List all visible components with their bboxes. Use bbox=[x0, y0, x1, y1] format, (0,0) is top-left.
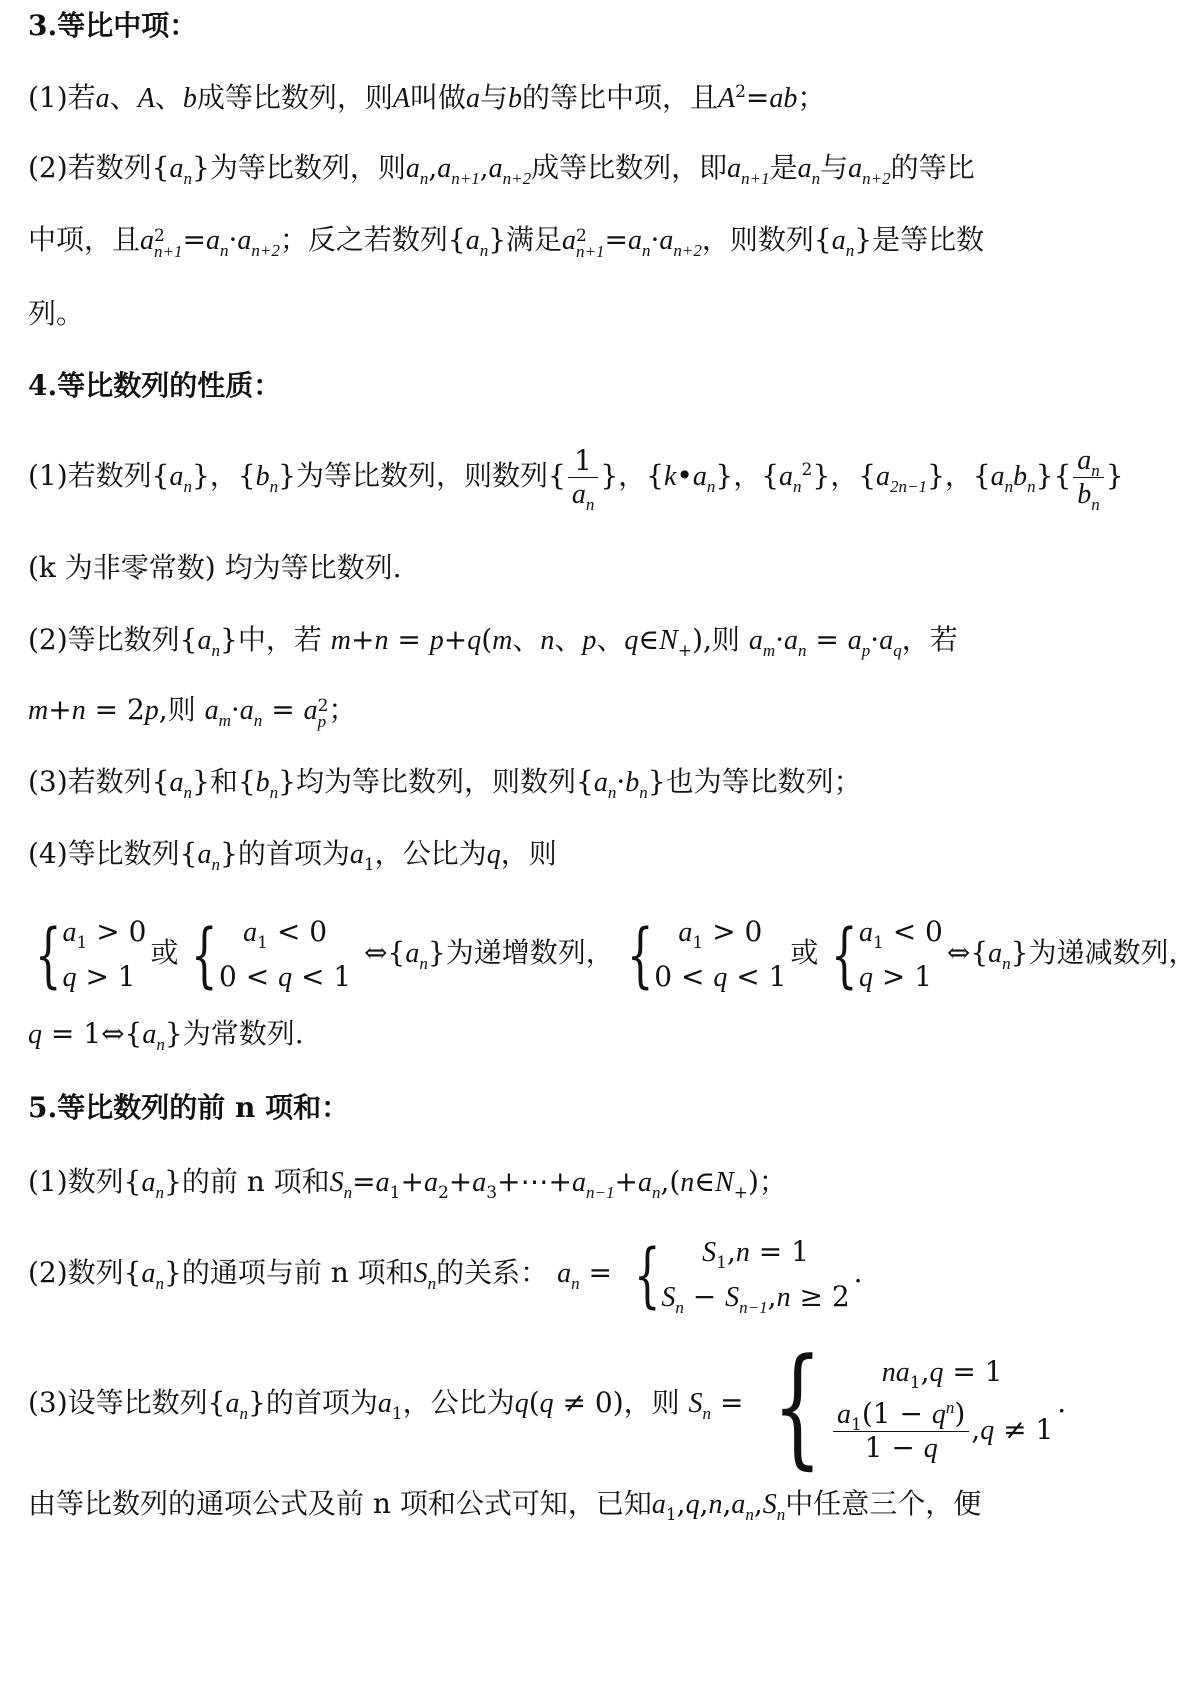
s4-prop-2-cont: m+n = 2p,则 $a_m\cdot a_n = a$ 2 p ； bbox=[28, 693, 357, 731]
s3-line-3: 中项，且a 2 n+1 $=a_n\cdot a_{n+2}$；反之若数列$\{a_n\}$满足a 2 n+1 $=a_n\cdot a_{n+2}$，则数列$\{a_n\}$是等比数 bbox=[28, 223, 985, 261]
s5-conclusion: 由等比数列的通项公式及前 n 项和公式可知，已知$a_1,q,n,a_n,S_n$中任意三个，便 bbox=[28, 1487, 982, 1525]
s4-constant: $q = 1\Leftrightarrow\{a_n\}$为常数列. bbox=[28, 1017, 304, 1054]
s4-prop-1: (1)若数列$\{a_n\}$，$\{b_n\}$为等比数列，则数列{ $\frac{1}{a_n}$ }，$\{k•a_n\}$，$\{a_n^2\}$，$\{a_{2n-1}\}$，$\{a_nb_n\}${ $\frac{a_n}{b_n}$ } bbox=[28, 443, 1124, 514]
s3-line-4: 列。 bbox=[28, 297, 85, 330]
section-3-title: 3.等比中项： bbox=[28, 9, 198, 42]
s3-line-1: (1)若a、A、b成等比数列，则A叫做a与b的等比中项，且$A^2=ab$； bbox=[28, 81, 826, 114]
s4-monotonic-conditions: { $a_1 > 0$ q > 1 或 { $a_1 < 0$ 0 < q < 1 $\Leftrightarrow\{a_n\}$为递增数列， { $a_1 > 0$ 0 < q < 1 或 { $a_1 < 0$ q > 1 $\Leftrightarrow\{a_n\}$为递减数列， bbox=[34, 914, 1197, 997]
s4-prop-1-note: (k 为非零常数) 均为等比数列. bbox=[28, 551, 402, 584]
section-4-title: 4.等比数列的性质： bbox=[28, 369, 282, 402]
s5-item-1: (1)数列$\{a_n\}$的前 n 项和$S_n=a_1+a_2+a_3+\cdots+a_{n-1}+a_n,(n\in N_+)$； bbox=[28, 1165, 787, 1203]
s4-prop-4: (4)等比数列$\{a_n\}$的首项为$a_1$，公比为q，则 bbox=[28, 837, 557, 875]
s4-prop-3: (3)若数列$\{a_n\}$和$\{b_n\}$均为等比数列，则数列$\{a_n\cdot b_n\}$也为等比数列； bbox=[28, 765, 862, 802]
s5-item-2: (2)数列$\{a_n\}$的通项与前 n 项和$S_n$的关系： $a_n$ = { $S_1,n = 1$ $S_n - S_{n-1},n \ge 2$ . bbox=[28, 1234, 863, 1318]
section-5-title: 5.等比数列的前 n 项和： bbox=[28, 1091, 350, 1124]
s5-item-3: (3)设等比数列$\{a_n\}$的首项为$a_1$，公比为q(q ≠ 0)，则 $S_n$ = { $na_1,q = 1$ $\frac{a_1(1 - q^n)}{1 - q}$ ,q ≠ 1 . bbox=[28, 1330, 1067, 1482]
s3-line-2: (2)若数列$\{a_n\}$为等比数列，则$a_n,a_{n+1},a_{n+2}$成等比数列，即$a_{n+1}$是$a_n$与$a_{n+2}$的等比 bbox=[28, 151, 975, 188]
s4-prop-2: (2)等比数列$\{a_n\}$中，若 m+n = p+q(m、n、p、$q\in N_+$),则 $a_m\cdot a_n = a_p\cdot a_q$，若 bbox=[28, 623, 958, 661]
